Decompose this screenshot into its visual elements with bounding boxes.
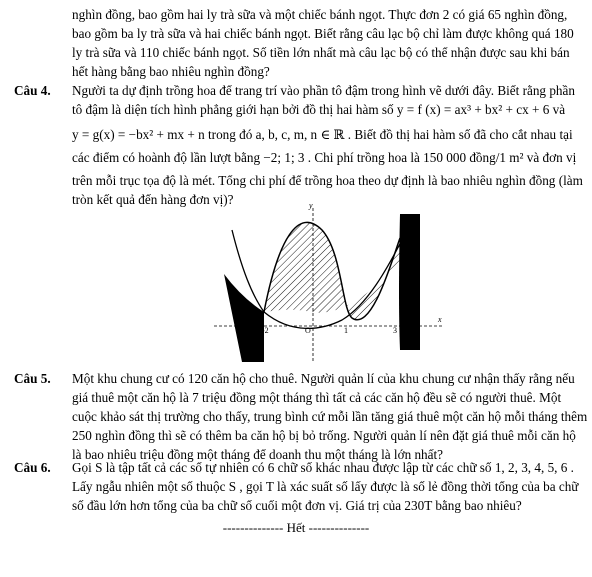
question-5-text	[72, 369, 588, 464]
tick-label-1: 1	[344, 326, 348, 335]
text-line: giá thuê một căn hộ là 7 triệu đồng một tháng thì tất cả các căn hộ đều sẽ có người thuê. Một	[72, 390, 562, 405]
text-line: trên mỗi trục tọa độ là mét. Tổng chi phí để trồng hoa theo dự định là bao nhiêu nghìn đồng (làm	[72, 173, 583, 188]
text-line: Gọi S là tập tất cả các số tự nhiên có 6 chữ số khác nhau được lập từ các chữ số 1, 2, 3, 4, 5, 6 .	[72, 460, 574, 475]
text-line: tròn kết quả đến hàng đơn vị)?	[72, 192, 234, 207]
text-line: Lấy ngẫu nhiên một số thuộc S , gọi T là xác suất số lấy được là số lẻ đồng thời tổng của ba chữ	[72, 479, 579, 494]
function-graph-figure	[212, 200, 448, 365]
y-axis-label: y	[309, 201, 313, 210]
origin-label: O	[305, 326, 311, 335]
tick-label-3: 3	[393, 326, 397, 335]
text-line: các điểm có hoành độ lần lượt bằng −2; 1; 3 . Chi phí trồng hoa là 150 000 đồng/1 m² và đơn vị	[72, 150, 577, 165]
question-6-text	[72, 458, 582, 515]
question-5-label: Câu 5.	[14, 371, 51, 386]
text-line: y = g(x) = −bx² + mx + n trong đó a, b, c, m, n ∈ ℝ . Biết đồ thị hai hàm số đã cho cắt nhau tại	[72, 127, 573, 142]
text-line: ly trà sữa và 110 chiếc bánh ngọt. Số tiền lớn nhất mà câu lạc bộ có thể nhận được sau khi bán	[72, 45, 570, 60]
solid-region-right	[399, 214, 420, 350]
text-line: tô đậm là diện tích hình phẳng giới hạn bởi đồ thị hai hàm số y = f (x) = ax³ + bx² + cx + 6 và	[72, 102, 566, 117]
text-line: số đầu lớn hơn tổng của ba chữ số cuối một đơn vị. Giá trị của 230T bằng bao nhiêu?	[72, 498, 522, 513]
text-line: hết hàng bằng bao nhiêu nghìn đồng?	[72, 64, 270, 79]
question-6-label: Câu 6.	[14, 460, 51, 475]
text-line: là bao nhiêu triệu đồng một tháng để doanh thu một tháng là lớn nhất?	[72, 447, 444, 462]
x-axis-label: x	[438, 315, 442, 324]
text-line: bao gồm ba ly trà sữa và hai chiếc bánh ngọt. Biết rằng câu lạc bộ chỉ làm được không quá 180	[72, 26, 574, 41]
text-line: 250 nghìn đồng thì sẽ có thêm ba căn hộ bị bỏ trống. Người quản lí nên đặt giá thuê mỗi căn hộ	[72, 428, 576, 443]
end-marker: -------------- Hết --------------	[222, 520, 370, 535]
text-line: cuộc khảo sát thị trường cho thấy, trung bình cứ mỗi lần tăng giá thuê một căn hộ mỗi tháng thêm	[72, 409, 588, 424]
text-line: nghìn đồng, bao gồm hai ly trà sữa và một chiếc bánh ngọt. Thực đơn 2 có giá 65 nghìn đồng,	[72, 7, 568, 22]
text-line: Người ta dự định trồng hoa để trang trí vào phần tô đậm trong hình vẽ dưới đây. Biết rằng phần	[72, 83, 575, 98]
question-4-text	[72, 81, 582, 209]
text-line: Một khu chung cư có 120 căn hộ cho thuê. Người quản lí của khu chung cư nhận thấy rằng nếu	[72, 371, 575, 386]
solid-region-left	[224, 274, 264, 362]
tick-label-neg2: -2	[262, 326, 269, 335]
prev-question-tail	[72, 5, 582, 81]
hatched-region	[264, 222, 400, 319]
question-4-label: Câu 4.	[14, 83, 51, 98]
